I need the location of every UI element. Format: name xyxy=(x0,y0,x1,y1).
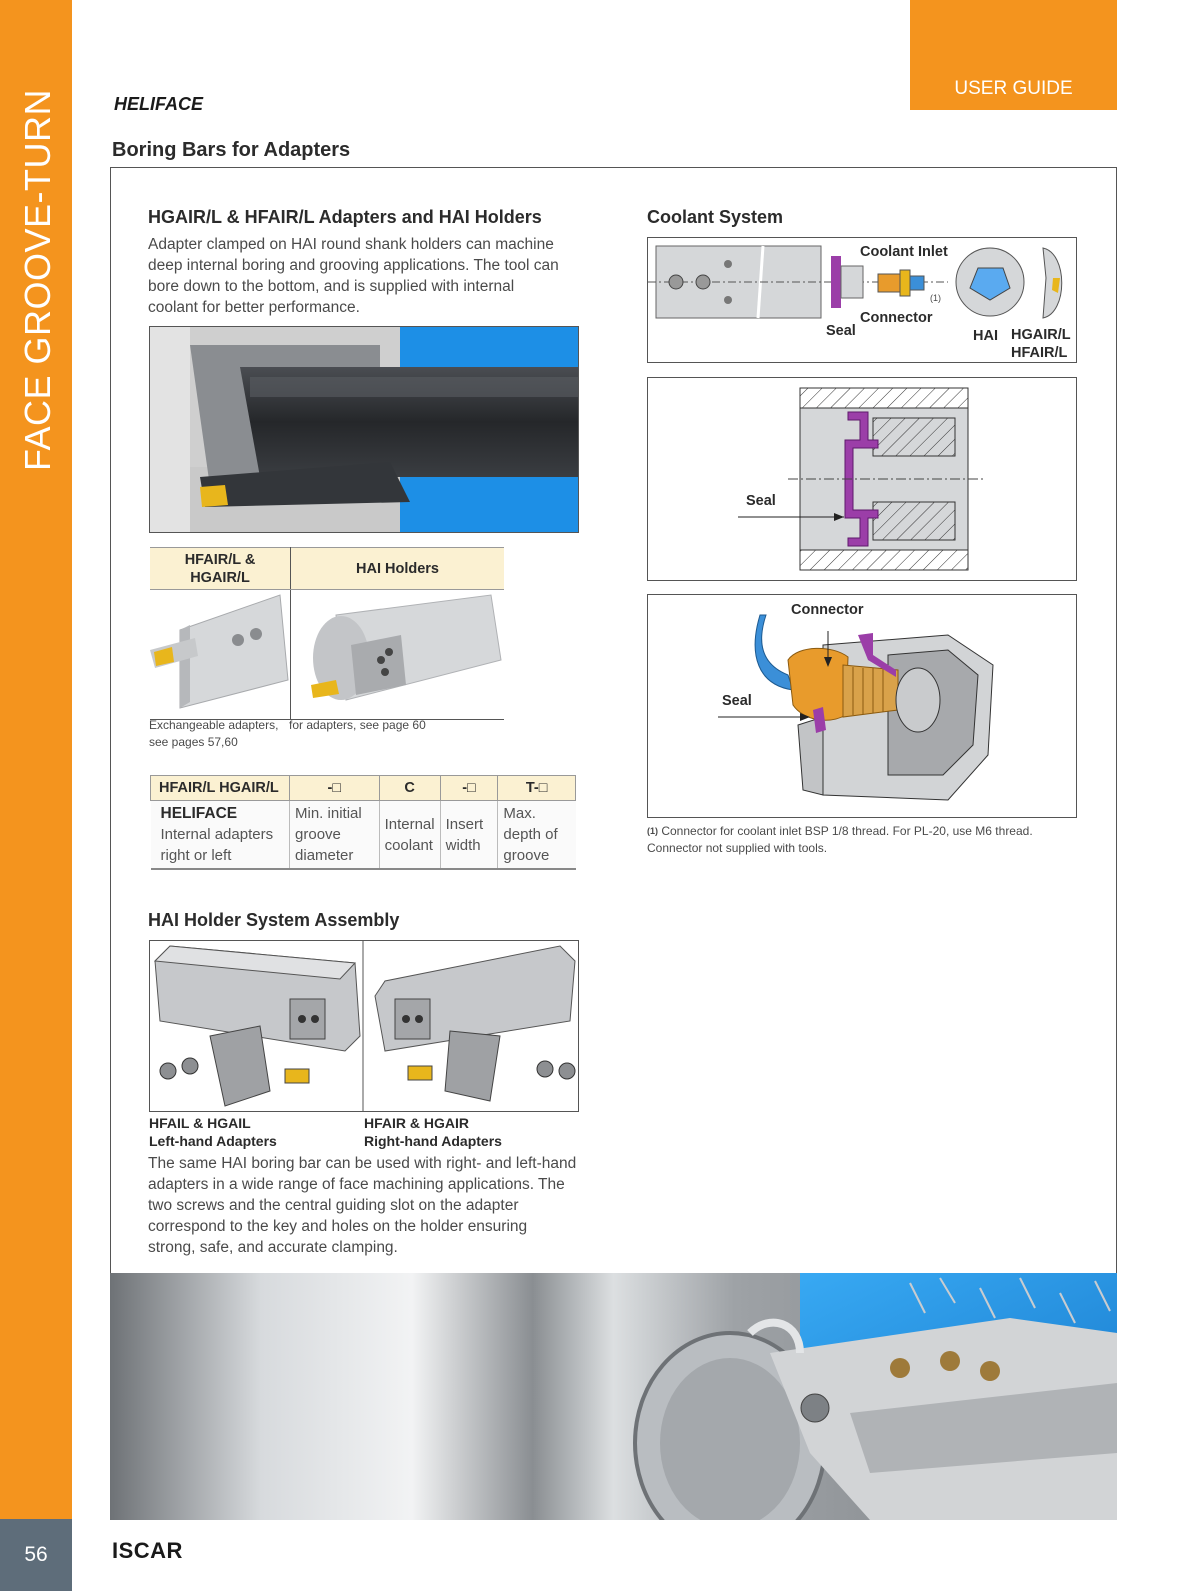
spec-header-5: T-□ xyxy=(498,776,576,801)
spec-cell-coolant: Internal coolant xyxy=(379,801,440,870)
connector-label-3: Connector xyxy=(791,602,864,618)
assembly-diagram xyxy=(149,940,579,1112)
spec-cell-width: Insert width xyxy=(440,801,498,870)
coolant-overview-diagram xyxy=(647,237,1077,363)
spec-cell-depth: Max. depth of groove xyxy=(498,801,576,870)
footnote-ref: (1) xyxy=(647,826,658,836)
holder-image-cell xyxy=(291,590,505,720)
adapters-heading: HGAIR/L & HFAIR/L Adapters and HAI Holders xyxy=(148,207,542,227)
left-adapters-line2: Left-hand Adapters xyxy=(149,1133,277,1149)
holder-image xyxy=(291,590,503,714)
note-ref-label: (1) xyxy=(930,293,941,303)
spec-cell-name xyxy=(151,801,290,870)
assembly-heading: HAI Holder System Assembly xyxy=(148,910,400,930)
connector-label: Connector xyxy=(860,310,933,326)
footnote-line1: Connector for coolant inlet BSP 1/8 thread. For PL-20, use M6 thread. xyxy=(661,824,1033,838)
machining-photo xyxy=(110,1273,1117,1520)
spec-row xyxy=(151,801,576,870)
spec-table xyxy=(150,775,576,870)
holders-caption: for adapters, see page 60 xyxy=(289,718,426,732)
col-adapters-header-line1: HFAIR/L & xyxy=(184,551,256,568)
adapter-type-line2: HFAIR/L xyxy=(1011,345,1068,361)
product-table xyxy=(150,547,504,720)
boring-bar-photo xyxy=(149,326,579,533)
adapters-description: Adapter clamped on HAI round shank holders can machine deep internal boring and grooving applications. The tool can bore down to the bottom, and is supplied with internal coolant for better performance. xyxy=(148,236,559,316)
col-holders-header: HAI Holders xyxy=(291,548,505,590)
col-adapters-header xyxy=(150,548,291,590)
assembly-description: The same HAI boring bar can be used with right- and left-hand adapters in a wide range of face machining applications. The two screws and the central guiding slot on the adapter correspond to the key and holes on the holder ensuring strong, safe, and accurate clamping. xyxy=(148,1155,577,1256)
connector-section-diagram xyxy=(647,594,1077,818)
seal-label: Seal xyxy=(826,323,856,339)
user-guide-tab[interactable]: USER GUIDE xyxy=(910,0,1117,110)
right-adapters-caption xyxy=(364,1114,502,1150)
adapter-type-label xyxy=(1011,326,1071,362)
adapter-image xyxy=(150,590,290,714)
coolant-heading: Coolant System xyxy=(647,207,784,227)
left-adapters-caption xyxy=(149,1114,277,1150)
spec-header-2: -□ xyxy=(290,776,380,801)
right-adapters-line1: HFAIR & HGAIR xyxy=(364,1115,469,1131)
left-adapters-line1: HFAIL & HGAIL xyxy=(149,1115,251,1131)
adapters-caption: Exchangeable adapters, see pages 57,60 xyxy=(149,718,279,749)
spec-cell-diameter: Min. initial groove diameter xyxy=(290,801,380,870)
side-strip xyxy=(0,0,72,1519)
adapter-image-cell xyxy=(150,590,291,720)
seal-label-2: Seal xyxy=(746,493,776,509)
seal-section-diagram xyxy=(647,377,1077,581)
spec-name-desc: Internal adapters right or left xyxy=(160,826,274,864)
hai-label: HAI xyxy=(973,328,998,344)
heliface-logo xyxy=(112,92,224,118)
spec-name: HELIFACE xyxy=(160,805,238,822)
coolant-footnote xyxy=(647,823,1087,857)
right-adapters-line2: Right-hand Adapters xyxy=(364,1133,502,1149)
section-label: FACE GROOVE-TURN xyxy=(17,88,58,472)
seal-label-3: Seal xyxy=(722,693,752,709)
spec-header-4: -□ xyxy=(440,776,498,801)
iscar-logo: ISCAR xyxy=(112,1538,183,1563)
page-title: Boring Bars for Adapters xyxy=(112,139,351,161)
footnote-line2: Connector not supplied with tools. xyxy=(647,841,828,855)
page-number: 56 xyxy=(0,1519,72,1591)
spec-header-1: HFAIR/L HGAIR/L xyxy=(151,776,290,801)
coolant-inlet-label: Coolant Inlet xyxy=(860,244,948,260)
col-adapters-header-line2: HGAIR/L xyxy=(190,569,250,586)
adapter-type-line1: HGAIR/L xyxy=(1011,327,1071,343)
logo-text: HELIFACE xyxy=(114,94,204,114)
spec-header-3: C xyxy=(379,776,440,801)
